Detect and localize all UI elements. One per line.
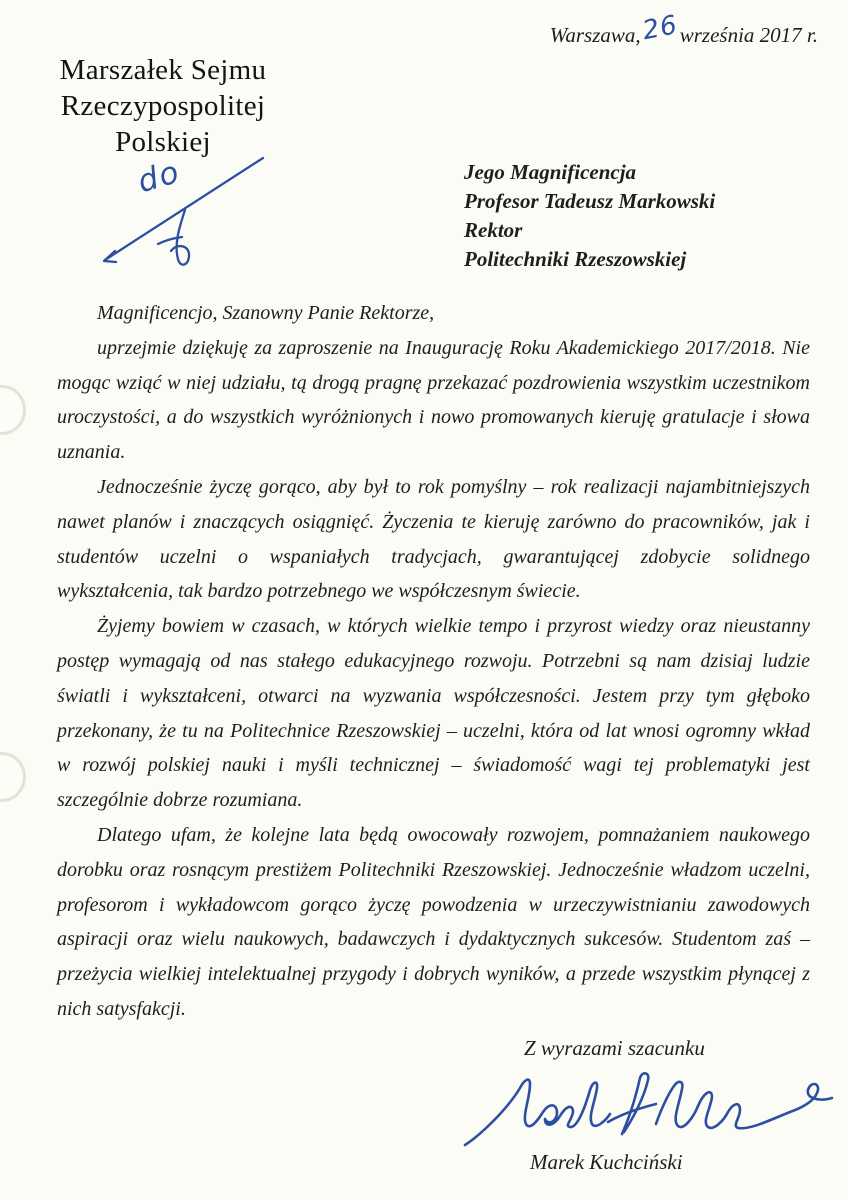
addressee-block bbox=[464, 158, 715, 274]
paragraph-1: uprzejmie dziękuję za zaproszenie na Inaugurację Roku Akademickiego 2017/2018. Nie mogąc wziąć w niej udziału, tą drogą pragnę przekazać pozdrowienia wszystkim uczestnikom uroczystości, a do wszystkich wyróżnionych i nowo promowanych kieruję gratulacje i słowa uznania. bbox=[57, 336, 810, 464]
addressee-title: Rektor bbox=[464, 218, 523, 242]
signer-name: Marek Kuchciński bbox=[530, 1150, 683, 1174]
addressee-name: Profesor Tadeusz Markowski bbox=[464, 189, 716, 213]
hole-punch-shadow bbox=[0, 752, 26, 802]
paragraph-4: Dlatego ufam, że kolejne lata będą owocowały rozwojem, pomnażaniem naukowego dorobku oraz rosnącym prestiżem Politechniki Rzeszowskiej. Jednocześnie władzom uczelni, profesorom i wykładowcom gorąco życzę powodzenia w urzeczywistnianiu zawodowych aspiracji oraz wielu naukowych, badawczych i dydaktycznych sukcesów. Studentom zaś – przeżycia wielkiej intelektualnej przygody i dobrych wyników, a przede wszystkim płynącej z nich satysfakcji. bbox=[57, 823, 810, 1020]
paragraph-2: Jednocześnie życzę gorąco, aby był to rok pomyślny – rok realizacji najambitniejszych nawet planów i znaczących osiągnięć. Życzenia te kieruję zarówno do pracowników, jak i studentów uczelni o wspaniałych tradycjach, gwarantującej zdobycie solidnego wykształcenia, tak bardzo potrzebnego we współczesnym świecie. bbox=[57, 475, 810, 603]
hole-punch-shadow bbox=[0, 385, 26, 435]
signature-image bbox=[460, 1064, 838, 1156]
salutation: Magnificencjo, Szanowny Panie Rektorze, bbox=[97, 302, 435, 324]
handwritten-day: 26 bbox=[639, 10, 680, 47]
letterhead-line2: Rzeczypospolitej Polskiej bbox=[60, 90, 266, 158]
handwritten-annotation-text: do bbox=[133, 153, 185, 201]
date-rest: września 2017 r. bbox=[679, 23, 818, 47]
date-line bbox=[549, 10, 818, 48]
paragraph-3: Żyjemy bowiem w czasach, w których wielkie tempo i przyrost wiedzy oraz nieustanny postęp wymagają od nas stałego edukacyjnego rozwoju. Potrzebni są nam dzisiaj ludzie światli i wykształceni, otwarci na wyzwania współczesności. Jestem przy tym głęboko przekonany, że tu na Politechnice Rzeszowskiej – uczelni, która od lat wnosi ogromny wkład w rozwój polskiej nauki i myśli technicznej – świadomość wagi tej problematyki jest szczególnie dobrze rozumiana. bbox=[57, 615, 810, 812]
addressee-honorific: Jego Magnificencja bbox=[464, 160, 637, 184]
handwritten-annotation-strokes bbox=[85, 148, 300, 288]
letterhead bbox=[18, 52, 308, 160]
letter-body bbox=[57, 296, 810, 1027]
letterhead-line1: Marszałek Sejmu bbox=[59, 54, 267, 86]
addressee-institution: Politechniki Rzeszowskiej bbox=[464, 247, 687, 271]
date-city: Warszawa, bbox=[549, 23, 641, 47]
closing-phrase: Z wyrazami szacunku bbox=[524, 1036, 705, 1060]
